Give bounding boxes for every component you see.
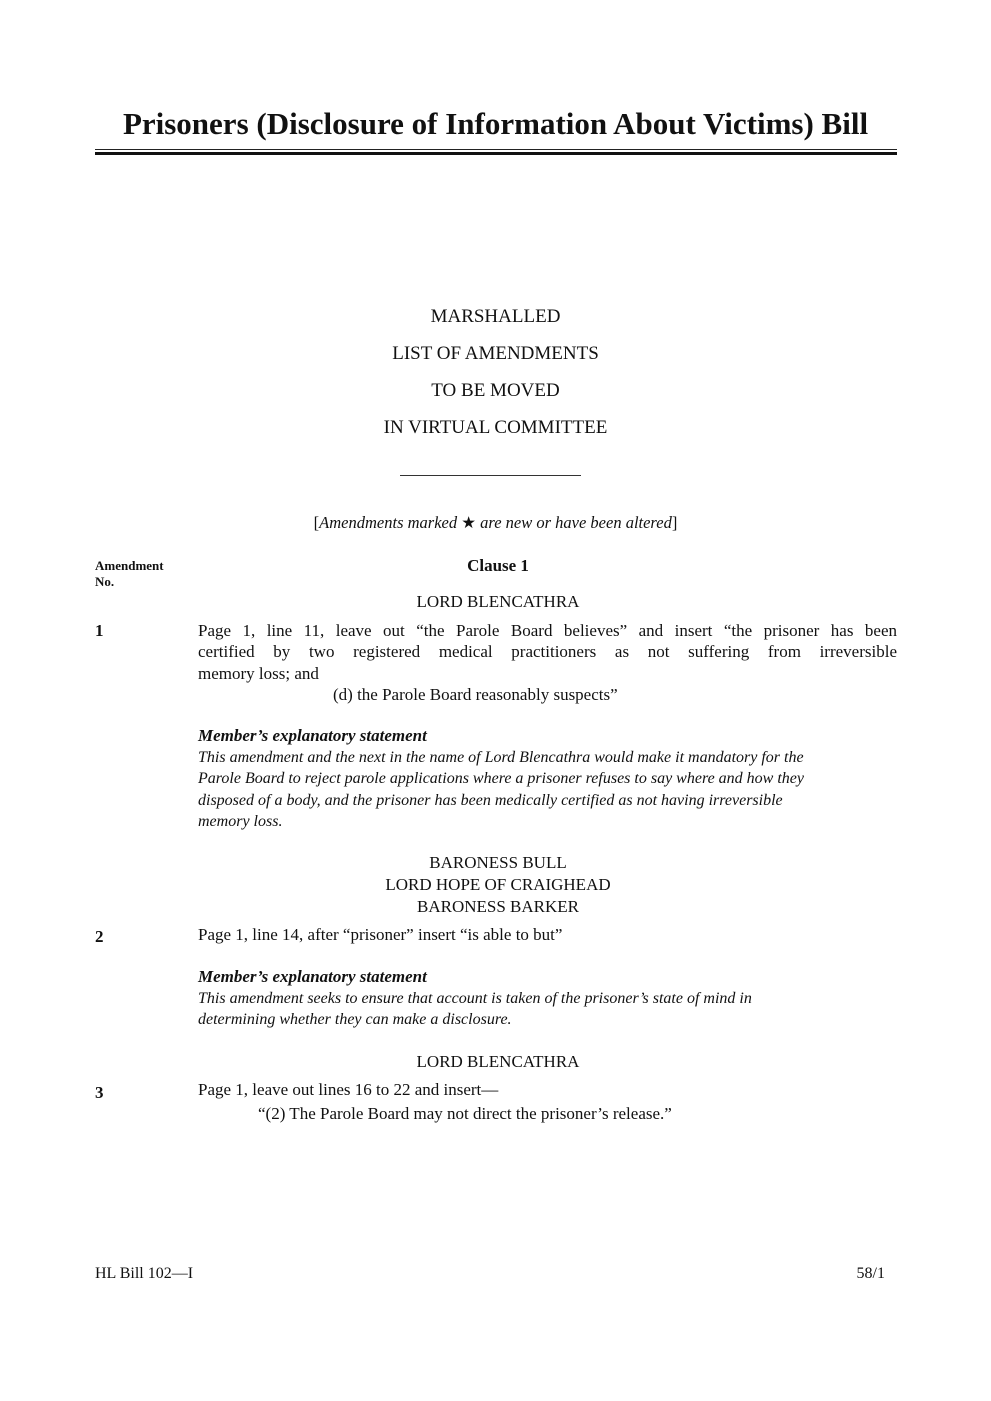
amendment-number: 1 — [95, 621, 104, 640]
amendment-number: 3 — [95, 1083, 104, 1102]
amendment-text: Page 1, line 11, leave out “the Parole Board believes” and insert “the prisoner has been certified by two registered medical practitioners as not suffering from irreversible memory loss; and (d) the Parole Board reasonably suspects” — [198, 621, 897, 704]
sponsor-name: LORD BLENCATHRA — [416, 592, 580, 611]
separator-rule — [400, 475, 581, 476]
sponsor-name: BARONESS BULL — [429, 853, 567, 872]
amendment-number: 2 — [95, 927, 104, 946]
statement-heading: Member’s explanatory statement — [198, 726, 427, 745]
statement-heading: Member’s explanatory statement — [198, 967, 427, 986]
bill-reference: HL Bill 102—I — [95, 1265, 194, 1282]
bill-title: Prisoners (Disclosure of Information About Victims) Bill — [122, 106, 869, 141]
sponsor-name: BARONESS BARKER — [416, 897, 579, 916]
page-reference: 58/1 — [856, 1265, 885, 1282]
inserted-text: “(2) The Parole Board may not direct the prisoner’s release.” — [258, 1104, 672, 1123]
clause-heading: Clause 1 — [467, 556, 529, 575]
heading-line: TO BE MOVED — [431, 380, 560, 401]
title-rule-thin — [95, 149, 897, 150]
explanatory-statement: This amendment seeks to ensure that account is taken of the prisoner’s state of mind in determining whether they can make a disclosure. — [198, 990, 752, 1029]
explanatory-statement: This amendment and the next in the name of Lord Blencathra would make it mandatory for the Parole Board to reject parole applications where a prisoner refuses to say where and how they disposed of a body, and the prisoner has been medically certified as not having irreversible memory loss. — [198, 749, 804, 830]
sponsor-name: LORD HOPE OF CRAIGHEAD — [385, 875, 611, 894]
amendment-text: Page 1, leave out lines 16 to 22 and insert— — [198, 1080, 499, 1099]
sponsor-name: LORD BLENCATHRA — [416, 1052, 580, 1071]
amendments-note: [Amendments marked ★ are new or have been altered] — [313, 513, 678, 532]
heading-line: MARSHALLED — [430, 306, 561, 327]
heading-line: IN VIRTUAL COMMITTEE — [383, 417, 608, 438]
star-icon: ★ — [461, 513, 477, 532]
amendment-text: Page 1, line 14, after “prisoner” insert “is able to but” — [198, 925, 563, 944]
title-rule-thick — [95, 152, 897, 155]
amendment-no-label: Amendment No. — [95, 558, 164, 589]
heading-line: LIST OF AMENDMENTS — [392, 343, 599, 364]
